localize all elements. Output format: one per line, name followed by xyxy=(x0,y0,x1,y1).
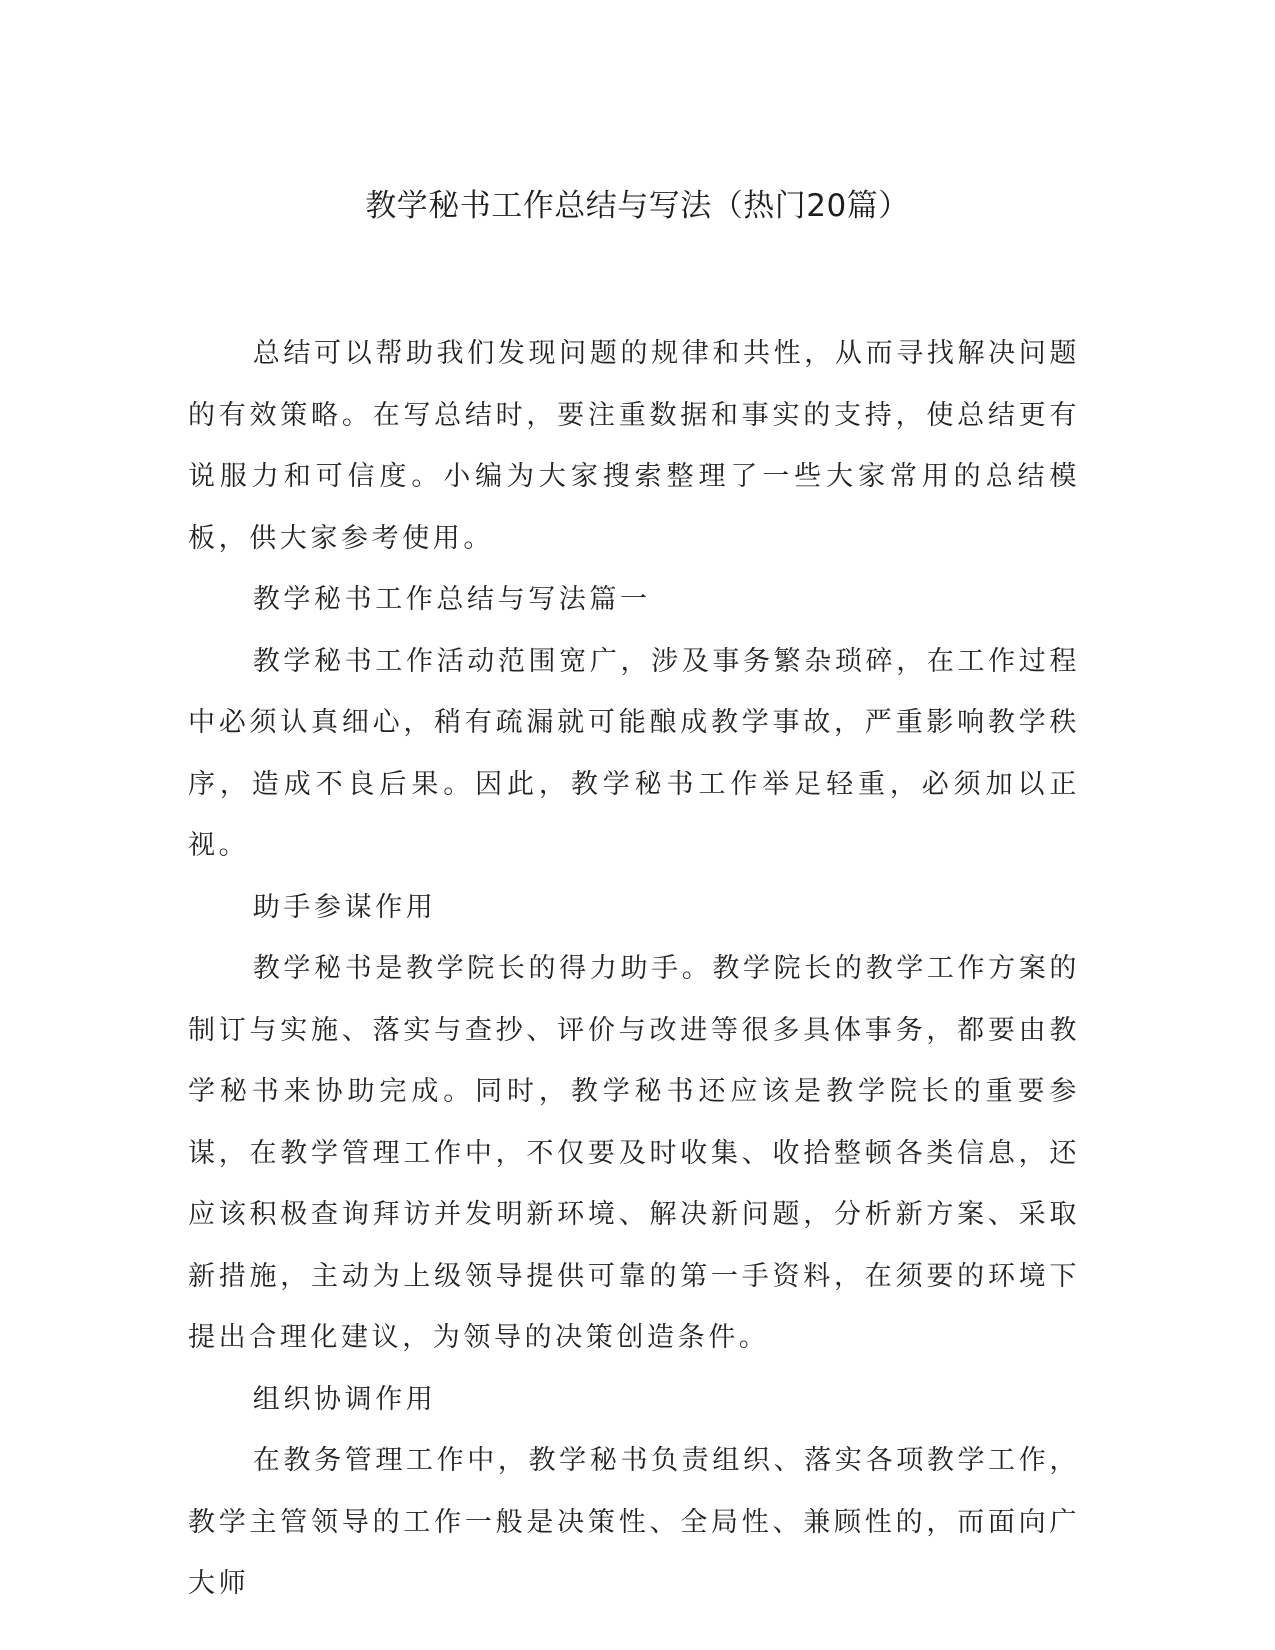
body-paragraph: 教学秘书工作活动范围宽广，涉及事务繁杂琐碎，在工作过程中必须认真细心，稍有疏漏就可能酿成教学事故，严重影响教学秩序，造成不良后果。因此，教学秘书工作举足轻重，必须加以正视。 xyxy=(188,645,1080,861)
section-heading: 教学秘书工作总结与写法篇一 xyxy=(252,584,651,615)
body-paragraph: 教学秘书是教学院长的得力助手。教学院长的教学工作方案的制订与实施、落实与查抄、评价与改进等很多具体事务，都要由教学秘书来协助完成。同时，教学秘书还应该是教学院长的重要参谋，在教学管理工作中，不仅要及时收集、收拾整顿各类信息，还应该积极查询拜访并发明新环境、解决新问题，分析新方案、采取新措施，主动为上级领导提供可靠的第一手资料，在须要的环境下提出合理化建议，为领导的决策创造条件。 xyxy=(188,953,1080,1353)
document-title: 教学秘书工作总结与写法（热门20篇） xyxy=(365,188,910,224)
document-body xyxy=(188,323,1080,1615)
body-paragraph: 在教务管理工作中，教学秘书负责组织、落实各项教学工作，教学主管领导的工作一般是决策性、全局性、兼顾性的，而面向广大师 xyxy=(188,1445,1080,1599)
intro-paragraph: 总结可以帮助我们发现问题的规律和共性，从而寻找解决问题的有效策略。在写总结时，要注重数据和事实的支持，使总结更有说服力和可信度。小编为大家搜索整理了一些大家常用的总结模板，供大家参考使用。 xyxy=(188,338,1080,554)
subsection-heading: 组织协调作用 xyxy=(252,1383,437,1415)
subsection-heading: 助手参谋作用 xyxy=(252,891,437,923)
